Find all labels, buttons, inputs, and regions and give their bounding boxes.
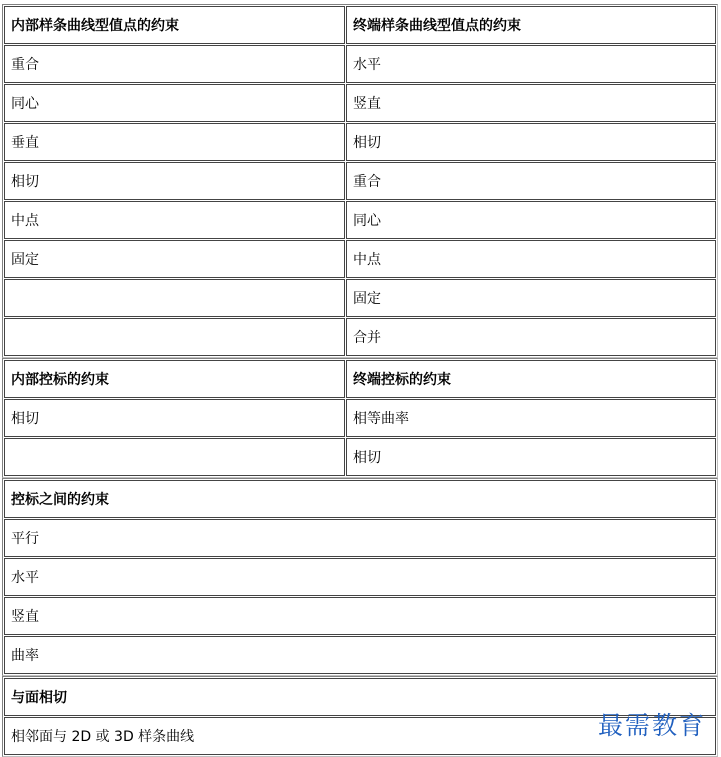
table-cell: 固定 (4, 240, 345, 278)
table-cell: 同心 (4, 84, 345, 122)
table-row (4, 438, 716, 476)
table-cell: 垂直 (4, 123, 345, 161)
table-row (4, 123, 716, 161)
table-cell: 中点 (4, 201, 345, 239)
table-cell: 中点 (346, 240, 716, 278)
table-row (4, 162, 716, 200)
table-cell: 平行 (4, 519, 716, 557)
table-cell: 相切 (4, 399, 345, 437)
spline-points-table (2, 4, 718, 358)
control-marks-table (2, 358, 718, 478)
table-row (4, 636, 716, 674)
table-row (4, 519, 716, 557)
table-cell: 相等曲率 (346, 399, 716, 437)
header-between-handles: 控标之间的约束 (4, 480, 716, 518)
table-cell: 同心 (346, 201, 716, 239)
header-end-handles: 终端控标的约束 (346, 360, 716, 398)
constraints-document (2, 4, 718, 757)
table-row (4, 84, 716, 122)
header-interior-handles: 内部控标的约束 (4, 360, 345, 398)
table-cell: 固定 (346, 279, 716, 317)
table-row (4, 240, 716, 278)
table-cell: 重合 (4, 45, 345, 83)
table-header-row (4, 6, 716, 44)
table-cell: 重合 (346, 162, 716, 200)
table-cell (4, 318, 345, 356)
table-row (4, 558, 716, 596)
header-interior-spline-points: 内部样条曲线型值点的约束 (4, 6, 345, 44)
table-cell: 水平 (346, 45, 716, 83)
table-cell: 相切 (346, 438, 716, 476)
table-cell: 相邻面与 2D 或 3D 样条曲线 (4, 717, 716, 755)
table-row (4, 279, 716, 317)
table-cell: 曲率 (4, 636, 716, 674)
table-row (4, 45, 716, 83)
table-cell: 相切 (346, 123, 716, 161)
watermark-logo: 最需教育 (598, 711, 707, 740)
table-cell (4, 438, 345, 476)
table-header-row (4, 480, 716, 518)
table-row (4, 597, 716, 635)
table-cell: 水平 (4, 558, 716, 596)
table-cell (4, 279, 345, 317)
table-cell: 合并 (346, 318, 716, 356)
header-end-spline-points: 终端样条曲线型值点的约束 (346, 6, 716, 44)
table-header-row (4, 360, 716, 398)
between-handles-table (2, 478, 718, 676)
table-row (4, 318, 716, 356)
table-row (4, 201, 716, 239)
table-row (4, 399, 716, 437)
table-cell: 相切 (4, 162, 345, 200)
table-cell: 竖直 (346, 84, 716, 122)
table-cell: 竖直 (4, 597, 716, 635)
header-face-tangent: 与面相切 (4, 678, 716, 716)
